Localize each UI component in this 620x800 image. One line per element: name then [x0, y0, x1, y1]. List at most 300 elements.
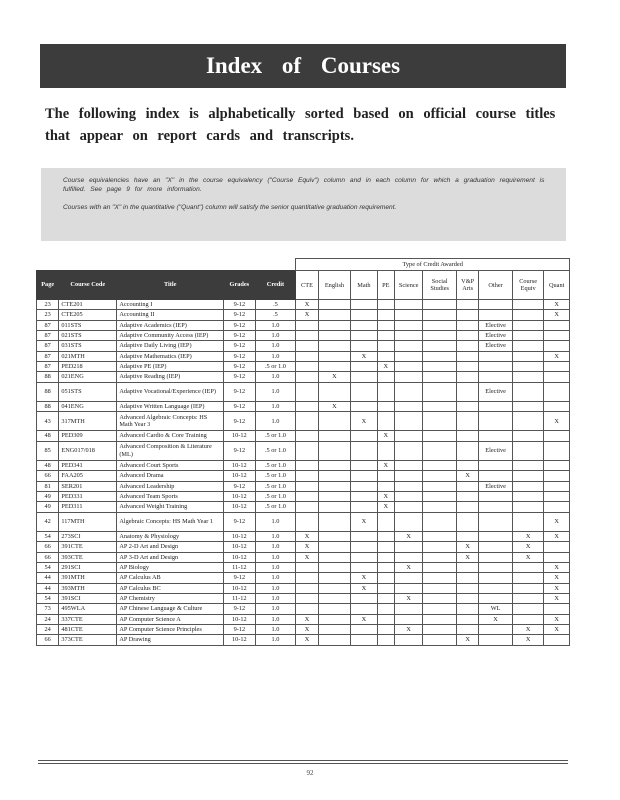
table-row	[37, 351, 570, 361]
cell-grades: 10-12	[224, 492, 256, 502]
cell-grades: 9-12	[224, 412, 256, 431]
cell-math	[351, 441, 377, 460]
cell-quant	[544, 372, 570, 382]
cell-pe: X	[377, 431, 394, 441]
cell-grades: 9-12	[224, 401, 256, 411]
note-equivalency: Course equivalencies have an "X" in the course equivalency ("Course Equiv") column and in each column for which a graduation requirement is fulfilled. See page 9 for more information.	[63, 177, 545, 193]
cell-math	[351, 320, 377, 330]
cell-grades: 9-12	[224, 300, 256, 310]
cell-course-code: 031STS	[59, 341, 117, 351]
col-course-code: Course Code	[59, 271, 117, 300]
cell-course-equiv	[512, 481, 544, 491]
cell-course-code: 393CTE	[59, 552, 117, 562]
cell-other	[479, 401, 513, 411]
cell-vp-arts	[456, 351, 478, 361]
col-quant: Quant	[544, 271, 570, 300]
table-row	[37, 573, 570, 583]
cell-vp-arts	[456, 562, 478, 572]
cell-quant: X	[544, 512, 570, 531]
footer-divider	[38, 763, 568, 764]
cell-cte	[296, 331, 318, 341]
cell-quant	[544, 341, 570, 351]
cell-math: X	[351, 512, 377, 531]
course-index-table	[36, 258, 570, 646]
cell-math	[351, 401, 377, 411]
cell-english	[318, 461, 351, 471]
cell-social-studies	[423, 461, 457, 471]
cell-science: X	[394, 531, 422, 541]
cell-quant: X	[544, 310, 570, 320]
cell-page: 48	[37, 431, 59, 441]
cell-english	[318, 362, 351, 372]
cell-english	[318, 331, 351, 341]
cell-cte	[296, 604, 318, 614]
col-title: Title	[117, 271, 224, 300]
cell-pe	[377, 562, 394, 572]
cell-course-equiv	[512, 583, 544, 593]
cell-course-equiv	[512, 351, 544, 361]
cell-grades: 9-12	[224, 604, 256, 614]
cell-pe	[377, 320, 394, 330]
cell-course-code: 021ENG	[59, 372, 117, 382]
cell-grades: 9-12	[224, 625, 256, 635]
cell-pe: X	[377, 502, 394, 512]
cell-quant	[544, 401, 570, 411]
cell-english	[318, 341, 351, 351]
table-row	[37, 614, 570, 624]
cell-other	[479, 362, 513, 372]
cell-cte	[296, 502, 318, 512]
cell-quant: X	[544, 614, 570, 624]
cell-vp-arts	[456, 583, 478, 593]
cell-social-studies	[423, 401, 457, 411]
cell-title: Advanced Team Sports	[117, 492, 224, 502]
cell-quant	[544, 492, 570, 502]
cell-quant	[544, 604, 570, 614]
cell-course-code: ENG017/018	[59, 441, 117, 460]
cell-course-equiv	[512, 300, 544, 310]
cell-title: Advanced Leadership	[117, 481, 224, 491]
cell-cte: X	[296, 552, 318, 562]
cell-quant	[544, 542, 570, 552]
cell-page: 49	[37, 502, 59, 512]
cell-page: 88	[37, 401, 59, 411]
cell-english	[318, 562, 351, 572]
cell-grades: 10-12	[224, 531, 256, 541]
cell-course-code: 317MTH	[59, 412, 117, 431]
cell-pe	[377, 573, 394, 583]
cell-math	[351, 635, 377, 645]
cell-cte: X	[296, 614, 318, 624]
cell-social-studies	[423, 331, 457, 341]
cell-title: AP Biology	[117, 562, 224, 572]
cell-title: Accounting II	[117, 310, 224, 320]
cell-course-equiv	[512, 604, 544, 614]
cell-course-equiv	[512, 512, 544, 531]
cell-math	[351, 492, 377, 502]
cell-math	[351, 382, 377, 401]
cell-quant: X	[544, 300, 570, 310]
cell-vp-arts	[456, 512, 478, 531]
cell-title: Anatomy & Physiology	[117, 531, 224, 541]
table-row	[37, 492, 570, 502]
table-row	[37, 300, 570, 310]
cell-other	[479, 635, 513, 645]
cell-social-studies	[423, 372, 457, 382]
cell-vp-arts	[456, 593, 478, 603]
cell-english	[318, 481, 351, 491]
cell-credit: 1.0	[255, 552, 296, 562]
cell-course-code: PED331	[59, 492, 117, 502]
cell-course-equiv	[512, 331, 544, 341]
cell-quant	[544, 331, 570, 341]
cell-science	[394, 552, 422, 562]
cell-cte	[296, 471, 318, 481]
cell-social-studies	[423, 431, 457, 441]
cell-credit: .5 or 1.0	[255, 481, 296, 491]
cell-page: 48	[37, 461, 59, 471]
cell-science	[394, 614, 422, 624]
cell-credit: 1.0	[255, 512, 296, 531]
cell-vp-arts	[456, 401, 478, 411]
table-row	[37, 512, 570, 531]
cell-other: Elective	[479, 382, 513, 401]
cell-pe	[377, 481, 394, 491]
intro-text: The following index is alphabetically sorted based on official course titles that appear on report cards and transcripts.	[45, 106, 556, 144]
cell-quant	[544, 382, 570, 401]
cell-other	[479, 461, 513, 471]
cell-english	[318, 441, 351, 460]
cell-credit: 1.0	[255, 542, 296, 552]
table-row	[37, 320, 570, 330]
cell-social-studies	[423, 412, 457, 431]
cell-title: Algebraic Concepts: HS Math Year 1	[117, 512, 224, 531]
cell-quant: X	[544, 583, 570, 593]
cell-cte	[296, 320, 318, 330]
cell-science	[394, 471, 422, 481]
cell-pe	[377, 382, 394, 401]
cell-course-equiv	[512, 441, 544, 460]
table-row	[37, 461, 570, 471]
cell-cte: X	[296, 635, 318, 645]
cell-vp-arts	[456, 573, 478, 583]
cell-cte	[296, 412, 318, 431]
cell-quant	[544, 441, 570, 460]
cell-cte: X	[296, 310, 318, 320]
cell-science	[394, 401, 422, 411]
cell-science	[394, 573, 422, 583]
table-row	[37, 625, 570, 635]
table-row	[37, 562, 570, 572]
cell-course-equiv: X	[512, 552, 544, 562]
cell-title: Adaptive Daily Living (IEP)	[117, 341, 224, 351]
cell-science	[394, 604, 422, 614]
cell-grades: 11-12	[224, 562, 256, 572]
cell-cte	[296, 481, 318, 491]
cell-grades: 10-12	[224, 614, 256, 624]
table-row	[37, 531, 570, 541]
cell-science: X	[394, 593, 422, 603]
cell-course-equiv	[512, 341, 544, 351]
col-english: English	[318, 271, 351, 300]
cell-grades: 9-12	[224, 320, 256, 330]
cell-course-equiv: X	[512, 531, 544, 541]
cell-math	[351, 542, 377, 552]
col-grades: Grades	[224, 271, 256, 300]
cell-social-studies	[423, 573, 457, 583]
cell-english	[318, 382, 351, 401]
cell-math: X	[351, 412, 377, 431]
cell-math	[351, 362, 377, 372]
table-row	[37, 362, 570, 372]
cell-title: AP Chinese Language & Culture	[117, 604, 224, 614]
cell-credit: .5	[255, 300, 296, 310]
cell-title: AP Computer Science A	[117, 614, 224, 624]
cell-course-equiv	[512, 614, 544, 624]
cell-science: X	[394, 625, 422, 635]
cell-social-studies	[423, 492, 457, 502]
cell-pe	[377, 412, 394, 431]
cell-page: 66	[37, 552, 59, 562]
cell-course-equiv	[512, 573, 544, 583]
table-row	[37, 471, 570, 481]
cell-english	[318, 320, 351, 330]
cell-pe	[377, 351, 394, 361]
cell-social-studies	[423, 552, 457, 562]
cell-math: X	[351, 351, 377, 361]
cell-social-studies	[423, 441, 457, 460]
cell-other: X	[479, 614, 513, 624]
cell-cte	[296, 573, 318, 583]
col-course-equiv: Course Equiv	[512, 271, 544, 300]
cell-cte	[296, 492, 318, 502]
cell-title: Adaptive Vocational/Experience (IEP)	[117, 382, 224, 401]
cell-course-equiv: X	[512, 635, 544, 645]
cell-course-code: 391SCI	[59, 593, 117, 603]
cell-pe	[377, 625, 394, 635]
cell-pe: X	[377, 362, 394, 372]
cell-page: 44	[37, 573, 59, 583]
cell-other	[479, 372, 513, 382]
cell-credit: 1.0	[255, 412, 296, 431]
table-row	[37, 593, 570, 603]
cell-credit: 1.0	[255, 593, 296, 603]
cell-math	[351, 604, 377, 614]
cell-social-studies	[423, 382, 457, 401]
cell-course-code: CTE205	[59, 310, 117, 320]
cell-quant	[544, 635, 570, 645]
cell-credit: 1.0	[255, 583, 296, 593]
table-row	[37, 604, 570, 614]
cell-credit: 1.0	[255, 320, 296, 330]
cell-vp-arts	[456, 341, 478, 351]
cell-social-studies	[423, 512, 457, 531]
note-box	[41, 168, 566, 241]
cell-page: 54	[37, 531, 59, 541]
cell-title: Advanced Cardio & Core Training	[117, 431, 224, 441]
cell-credit: 1.0	[255, 382, 296, 401]
cell-other: Elective	[479, 320, 513, 330]
cell-vp-arts	[456, 320, 478, 330]
cell-grades: 10-12	[224, 552, 256, 562]
cell-course-code: 051STS	[59, 382, 117, 401]
cell-course-equiv	[512, 412, 544, 431]
cell-title: Accounting I	[117, 300, 224, 310]
cell-english: X	[318, 401, 351, 411]
cell-course-equiv	[512, 562, 544, 572]
cell-pe	[377, 372, 394, 382]
cell-pe	[377, 441, 394, 460]
cell-math: X	[351, 614, 377, 624]
footer-divider	[38, 760, 568, 761]
cell-vp-arts	[456, 431, 478, 441]
cell-course-code: 041ENG	[59, 401, 117, 411]
cell-pe: X	[377, 492, 394, 502]
col-science: Science	[394, 271, 422, 300]
cell-vp-arts	[456, 625, 478, 635]
cell-other	[479, 625, 513, 635]
cell-grades: 9-12	[224, 362, 256, 372]
cell-pe	[377, 401, 394, 411]
cell-title: Advanced Algebraic Concepts: HS Math Year 3	[117, 412, 224, 431]
cell-page: 44	[37, 583, 59, 593]
cell-title: Advanced Composition & Literature (ML)	[117, 441, 224, 460]
cell-social-studies	[423, 351, 457, 361]
cell-social-studies	[423, 583, 457, 593]
cell-science	[394, 461, 422, 471]
cell-page: 87	[37, 362, 59, 372]
col-page: Page	[37, 271, 59, 300]
cell-social-studies	[423, 625, 457, 635]
note-quantitative: Courses with an "X" in the quantitative ("Quant") column will satisfy the senior quantitative graduation requirement.	[63, 204, 397, 211]
cell-title: Advanced Court Sports	[117, 461, 224, 471]
cell-page: 23	[37, 300, 59, 310]
cell-grades: 10-12	[224, 542, 256, 552]
cell-social-studies	[423, 635, 457, 645]
cell-course-equiv	[512, 593, 544, 603]
cell-cte	[296, 461, 318, 471]
cell-other: Elective	[479, 441, 513, 460]
cell-social-studies	[423, 341, 457, 351]
cell-other: Elective	[479, 331, 513, 341]
cell-quant: X	[544, 412, 570, 431]
col-social-studies: Social Studies	[423, 271, 457, 300]
cell-math	[351, 502, 377, 512]
cell-vp-arts: X	[456, 635, 478, 645]
table-row	[37, 552, 570, 562]
cell-credit: .5 or 1.0	[255, 492, 296, 502]
cell-science	[394, 512, 422, 531]
table-row	[37, 542, 570, 552]
cell-grades: 9-12	[224, 512, 256, 531]
cell-course-code: 291SCI	[59, 562, 117, 572]
cell-course-equiv	[512, 320, 544, 330]
cell-title: AP Calculus AB	[117, 573, 224, 583]
cell-title: Adaptive Mathematics (IEP)	[117, 351, 224, 361]
cell-credit: 1.0	[255, 372, 296, 382]
cell-grades: 11-12	[224, 593, 256, 603]
cell-grades: 9-12	[224, 481, 256, 491]
cell-grades: 10-12	[224, 502, 256, 512]
cell-grades: 10-12	[224, 635, 256, 645]
cell-pe: X	[377, 461, 394, 471]
cell-cte	[296, 382, 318, 401]
cell-cte: X	[296, 542, 318, 552]
cell-page: 85	[37, 441, 59, 460]
cell-social-studies	[423, 471, 457, 481]
cell-other	[479, 300, 513, 310]
cell-credit: 1.0	[255, 635, 296, 645]
cell-english	[318, 300, 351, 310]
cell-title: Adaptive Community Access (IEP)	[117, 331, 224, 341]
cell-cte: X	[296, 300, 318, 310]
cell-pe	[377, 552, 394, 562]
cell-math	[351, 331, 377, 341]
cell-other	[479, 562, 513, 572]
cell-grades: 9-12	[224, 441, 256, 460]
cell-science	[394, 382, 422, 401]
cell-science	[394, 542, 422, 552]
col-math: Math	[351, 271, 377, 300]
cell-credit: .5 or 1.0	[255, 502, 296, 512]
cell-pe	[377, 471, 394, 481]
cell-title: AP Drawing	[117, 635, 224, 645]
cell-vp-arts	[456, 461, 478, 471]
cell-grades: 9-12	[224, 341, 256, 351]
cell-credit: 1.0	[255, 604, 296, 614]
cell-science	[394, 300, 422, 310]
cell-quant	[544, 502, 570, 512]
cell-credit: .5 or 1.0	[255, 441, 296, 460]
col-credit: Credit	[255, 271, 296, 300]
cell-course-code: SER201	[59, 481, 117, 491]
cell-math	[351, 625, 377, 635]
cell-title: Adaptive Academics (IEP)	[117, 320, 224, 330]
cell-course-code: 393MTH	[59, 583, 117, 593]
cell-other	[479, 431, 513, 441]
cell-course-equiv	[512, 310, 544, 320]
cell-vp-arts	[456, 382, 478, 401]
cell-title: Adaptive Reading (IEP)	[117, 372, 224, 382]
cell-social-studies	[423, 502, 457, 512]
cell-quant: X	[544, 562, 570, 572]
cell-grades: 10-12	[224, 431, 256, 441]
cell-cte	[296, 362, 318, 372]
table-row	[37, 441, 570, 460]
cell-math	[351, 481, 377, 491]
cell-quant: X	[544, 351, 570, 361]
cell-vp-arts	[456, 531, 478, 541]
cell-course-code: 391MTH	[59, 573, 117, 583]
cell-other: Elective	[479, 341, 513, 351]
cell-other	[479, 412, 513, 431]
cell-math	[351, 552, 377, 562]
cell-credit: 1.0	[255, 625, 296, 635]
cell-english	[318, 431, 351, 441]
cell-social-studies	[423, 562, 457, 572]
table-row	[37, 341, 570, 351]
cell-math	[351, 310, 377, 320]
cell-course-equiv	[512, 382, 544, 401]
cell-quant	[544, 471, 570, 481]
cell-science	[394, 362, 422, 372]
cell-english	[318, 604, 351, 614]
cell-vp-arts: X	[456, 542, 478, 552]
cell-vp-arts	[456, 604, 478, 614]
cell-english	[318, 502, 351, 512]
cell-science	[394, 441, 422, 460]
table-row	[37, 635, 570, 645]
